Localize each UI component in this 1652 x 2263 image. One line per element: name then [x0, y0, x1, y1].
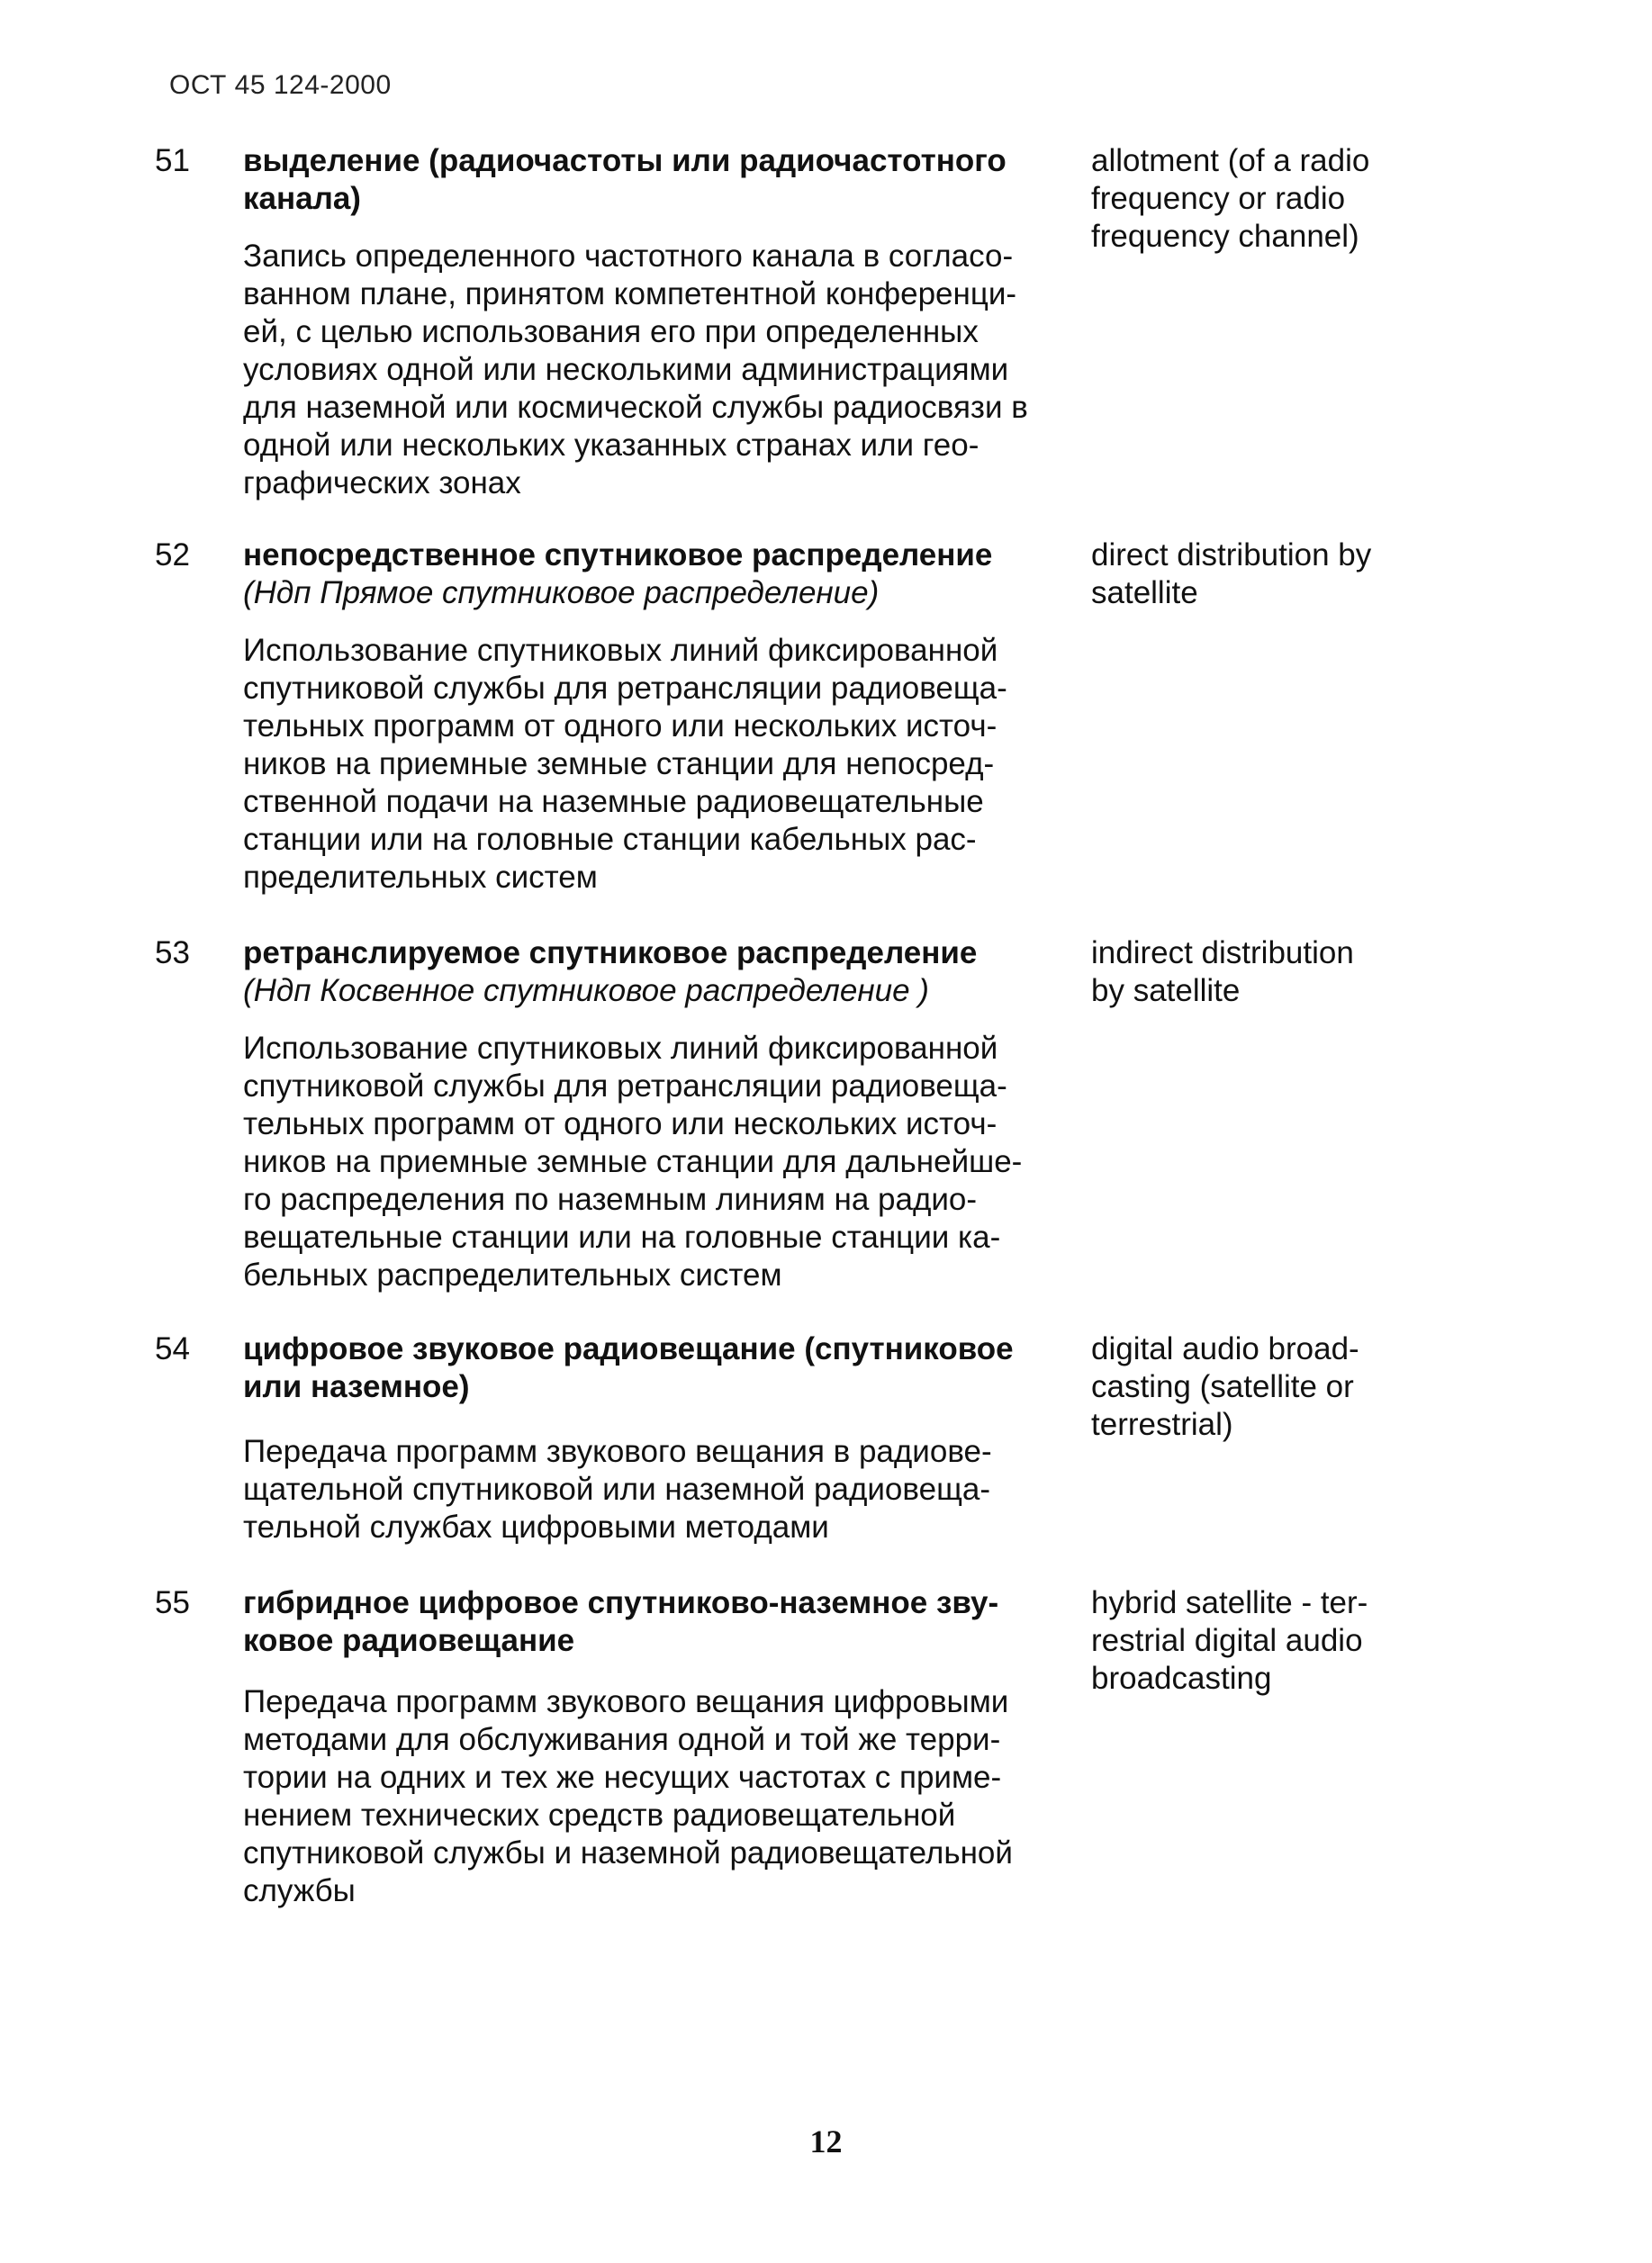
- definition-line: пределительных систем: [243, 860, 598, 895]
- definition-line: станции или на головные станции кабельных рас-: [243, 822, 977, 857]
- english-line: broadcasting: [1091, 1661, 1272, 1696]
- definition-line: бельных распределительных систем: [243, 1258, 782, 1293]
- definition-line: тельной службах цифровыми методами: [243, 1510, 829, 1545]
- definition-line: го распределения по наземным линиям на радио-: [243, 1182, 978, 1217]
- definition-line: одной или нескольких указанных странах или гео-: [243, 428, 979, 463]
- definition-line: для наземной или космической службы радиосвязи в: [243, 390, 1028, 425]
- definition-line: тории на одних и тех же несущих частотах с приме-: [243, 1760, 1002, 1795]
- document-code-header: ОСТ 45 124-2000: [169, 70, 392, 100]
- english-term: [1091, 1584, 1469, 1698]
- entry-number: 51: [155, 143, 190, 178]
- term-synonym: (Ндп Косвенное спутниковое распределение ): [243, 973, 929, 1008]
- term-definition: [243, 1433, 1035, 1546]
- entry-number: 53: [155, 935, 190, 970]
- term-title: [243, 934, 1053, 972]
- english-line: by satellite: [1091, 973, 1241, 1008]
- term-line: ковое радиовещание: [243, 1623, 575, 1658]
- english-term: [1091, 934, 1469, 1010]
- definition-line: нением технических средств радиовещательной: [243, 1798, 956, 1833]
- english-term: [1091, 1330, 1469, 1444]
- term-line: выделение (радиочастоты или радиочастотного: [243, 143, 1007, 178]
- term-title: [243, 142, 1053, 218]
- term-synonym: (Ндп Прямое спутниковое распределение): [243, 575, 880, 610]
- term-definition: [243, 1683, 1035, 1910]
- term-definition: [243, 1030, 1035, 1294]
- definition-line: спутниковой службы для ретрансляции радиовеща-: [243, 671, 1007, 706]
- entry-number: 55: [155, 1585, 190, 1620]
- page-number: 12: [809, 2123, 843, 2159]
- entry-number: 52: [155, 537, 190, 573]
- definition-line: ванном плане, принятом компетентной конференци-: [243, 276, 1017, 311]
- definition-line: методами для обслуживания одной и той же терри-: [243, 1722, 1001, 1757]
- definition-line: Использование спутниковых линий фиксированной: [243, 1031, 998, 1066]
- term-line: цифровое звуковое радиовещание (спутниковое: [243, 1331, 1014, 1366]
- term-line: непосредственное спутниковое распределение: [243, 537, 993, 573]
- term-definition: [243, 632, 1035, 897]
- definition-line: условиях одной или несколькими администрациями: [243, 352, 1009, 387]
- english-line: satellite: [1091, 575, 1198, 610]
- term-line: ретранслируемое спутниковое распределение: [243, 935, 978, 970]
- definition-line: ников на приемные земные станции для непосред-: [243, 746, 995, 781]
- definition-line: Передача программ звукового вещания цифровыми: [243, 1684, 1009, 1719]
- english-line: terrestrial): [1091, 1407, 1233, 1442]
- entry-number: 54: [155, 1331, 190, 1366]
- definition-line: щательной спутниковой или наземной радиовеща-: [243, 1472, 990, 1507]
- definition-line: Использование спутниковых линий фиксированной: [243, 633, 998, 668]
- definition-line: спутниковой службы и наземной радиовещательной: [243, 1835, 1013, 1871]
- definition-line: вещательные станции или на головные станции ка-: [243, 1220, 1001, 1255]
- english-line: allotment (of a radio: [1091, 143, 1370, 178]
- term-line: канала): [243, 181, 361, 216]
- english-line: hybrid satellite - ter-: [1091, 1585, 1368, 1620]
- definition-line: графических зонах: [243, 465, 521, 500]
- definition-line: спутниковой службы для ретрансляции радиовеща-: [243, 1068, 1007, 1104]
- term-definition: [243, 238, 1035, 502]
- english-line: frequency or radio: [1091, 181, 1346, 216]
- definition-line: Запись определенного частотного канала в согласо-: [243, 239, 1014, 274]
- term-line: гибридное цифровое спутниково-наземное зву-: [243, 1585, 999, 1620]
- english-term: [1091, 142, 1469, 256]
- english-line: direct distribution by: [1091, 537, 1372, 573]
- definition-line: службы: [243, 1873, 356, 1908]
- english-line: casting (satellite or: [1091, 1369, 1354, 1404]
- term-title: [243, 1584, 1053, 1660]
- english-line: restrial digital audio: [1091, 1623, 1363, 1658]
- definition-line: ей, с целью использования его при определенных: [243, 314, 979, 349]
- definition-line: ственной подачи на наземные радиовещательные: [243, 784, 984, 819]
- english-line: digital audio broad-: [1091, 1331, 1359, 1366]
- definition-line: тельных программ от одного или нескольких источ-: [243, 708, 998, 744]
- term-title: [243, 1330, 1053, 1406]
- english-line: indirect distribution: [1091, 935, 1354, 970]
- definition-line: Передача программ звукового вещания в радиове-: [243, 1434, 992, 1469]
- term-line: или наземное): [243, 1369, 470, 1404]
- definition-line: ников на приемные земные станции для дальнейше-: [243, 1144, 1023, 1179]
- english-line: frequency channel): [1091, 219, 1359, 254]
- english-term: [1091, 536, 1469, 612]
- definition-line: тельных программ от одного или нескольких источ-: [243, 1106, 998, 1141]
- term-title: [243, 536, 1053, 574]
